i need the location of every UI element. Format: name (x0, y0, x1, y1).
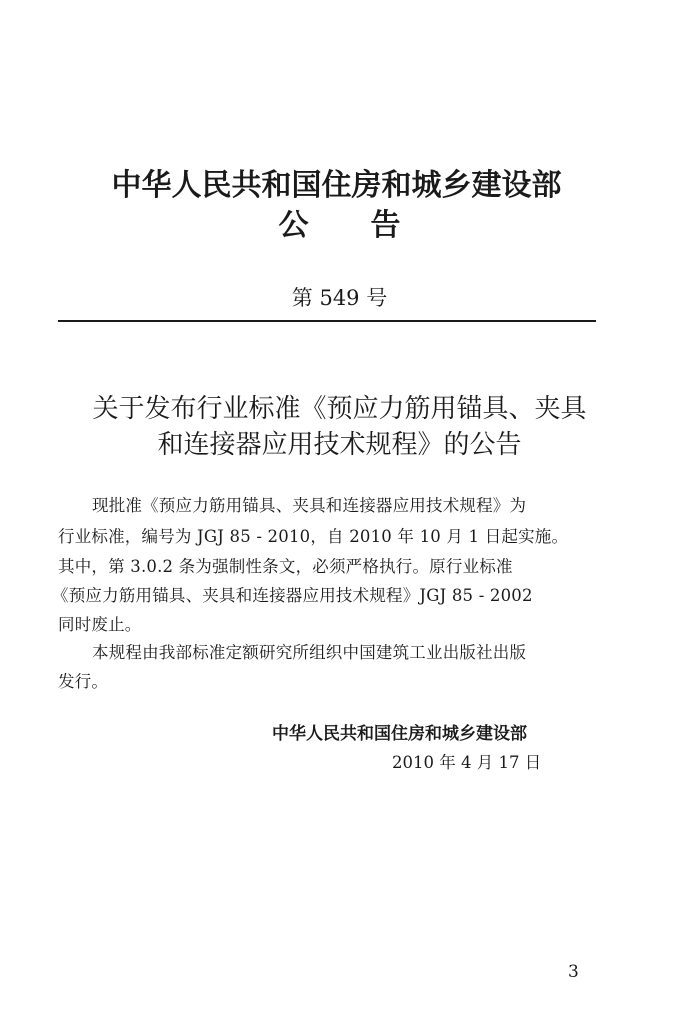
body-line-4: 《预应力筋用锚具、夹具和连接器应用技术规程》JGJ 85 - 2002 (52, 586, 533, 605)
headline-line-2: 和连接器应用技术规程》的公告 (157, 430, 522, 460)
document-type-char-1: 公 (278, 208, 309, 243)
header-divider (58, 320, 596, 322)
document-type-title (0, 200, 679, 244)
ministry-title: 中华人民共和国住房和城乡建设部 (111, 168, 562, 203)
body-line-6: 本规程由我部标准定额研究所组织中国建筑工业出版社出版 (92, 643, 527, 662)
document-type-char-2: 告 (370, 208, 401, 243)
body-line-3: 其中，第 3.0.2 条为强制性条文，必须严格执行。原行业标准 (58, 557, 513, 576)
body-line-7: 发行。 (58, 672, 109, 691)
headline-line-1: 关于发布行业标准《预应力筋用锚具、夹具 (92, 394, 587, 424)
body-line-5: 同时废止。 (58, 615, 142, 634)
issue-number: 第 549 号 (291, 286, 388, 310)
body-line-1: 现批准《预应力筋用锚具、夹具和连接器应用技术规程》为 (92, 496, 527, 515)
signature-organization: 中华人民共和国住房和城乡建设部 (272, 724, 527, 744)
page-number: 3 (568, 962, 579, 982)
signature-date: 2010 年 4 月 17 日 (392, 753, 542, 772)
body-line-2: 行业标准，编号为 JGJ 85 - 2010，自 2010 年 10 月 1 日起实施。 (58, 527, 569, 546)
